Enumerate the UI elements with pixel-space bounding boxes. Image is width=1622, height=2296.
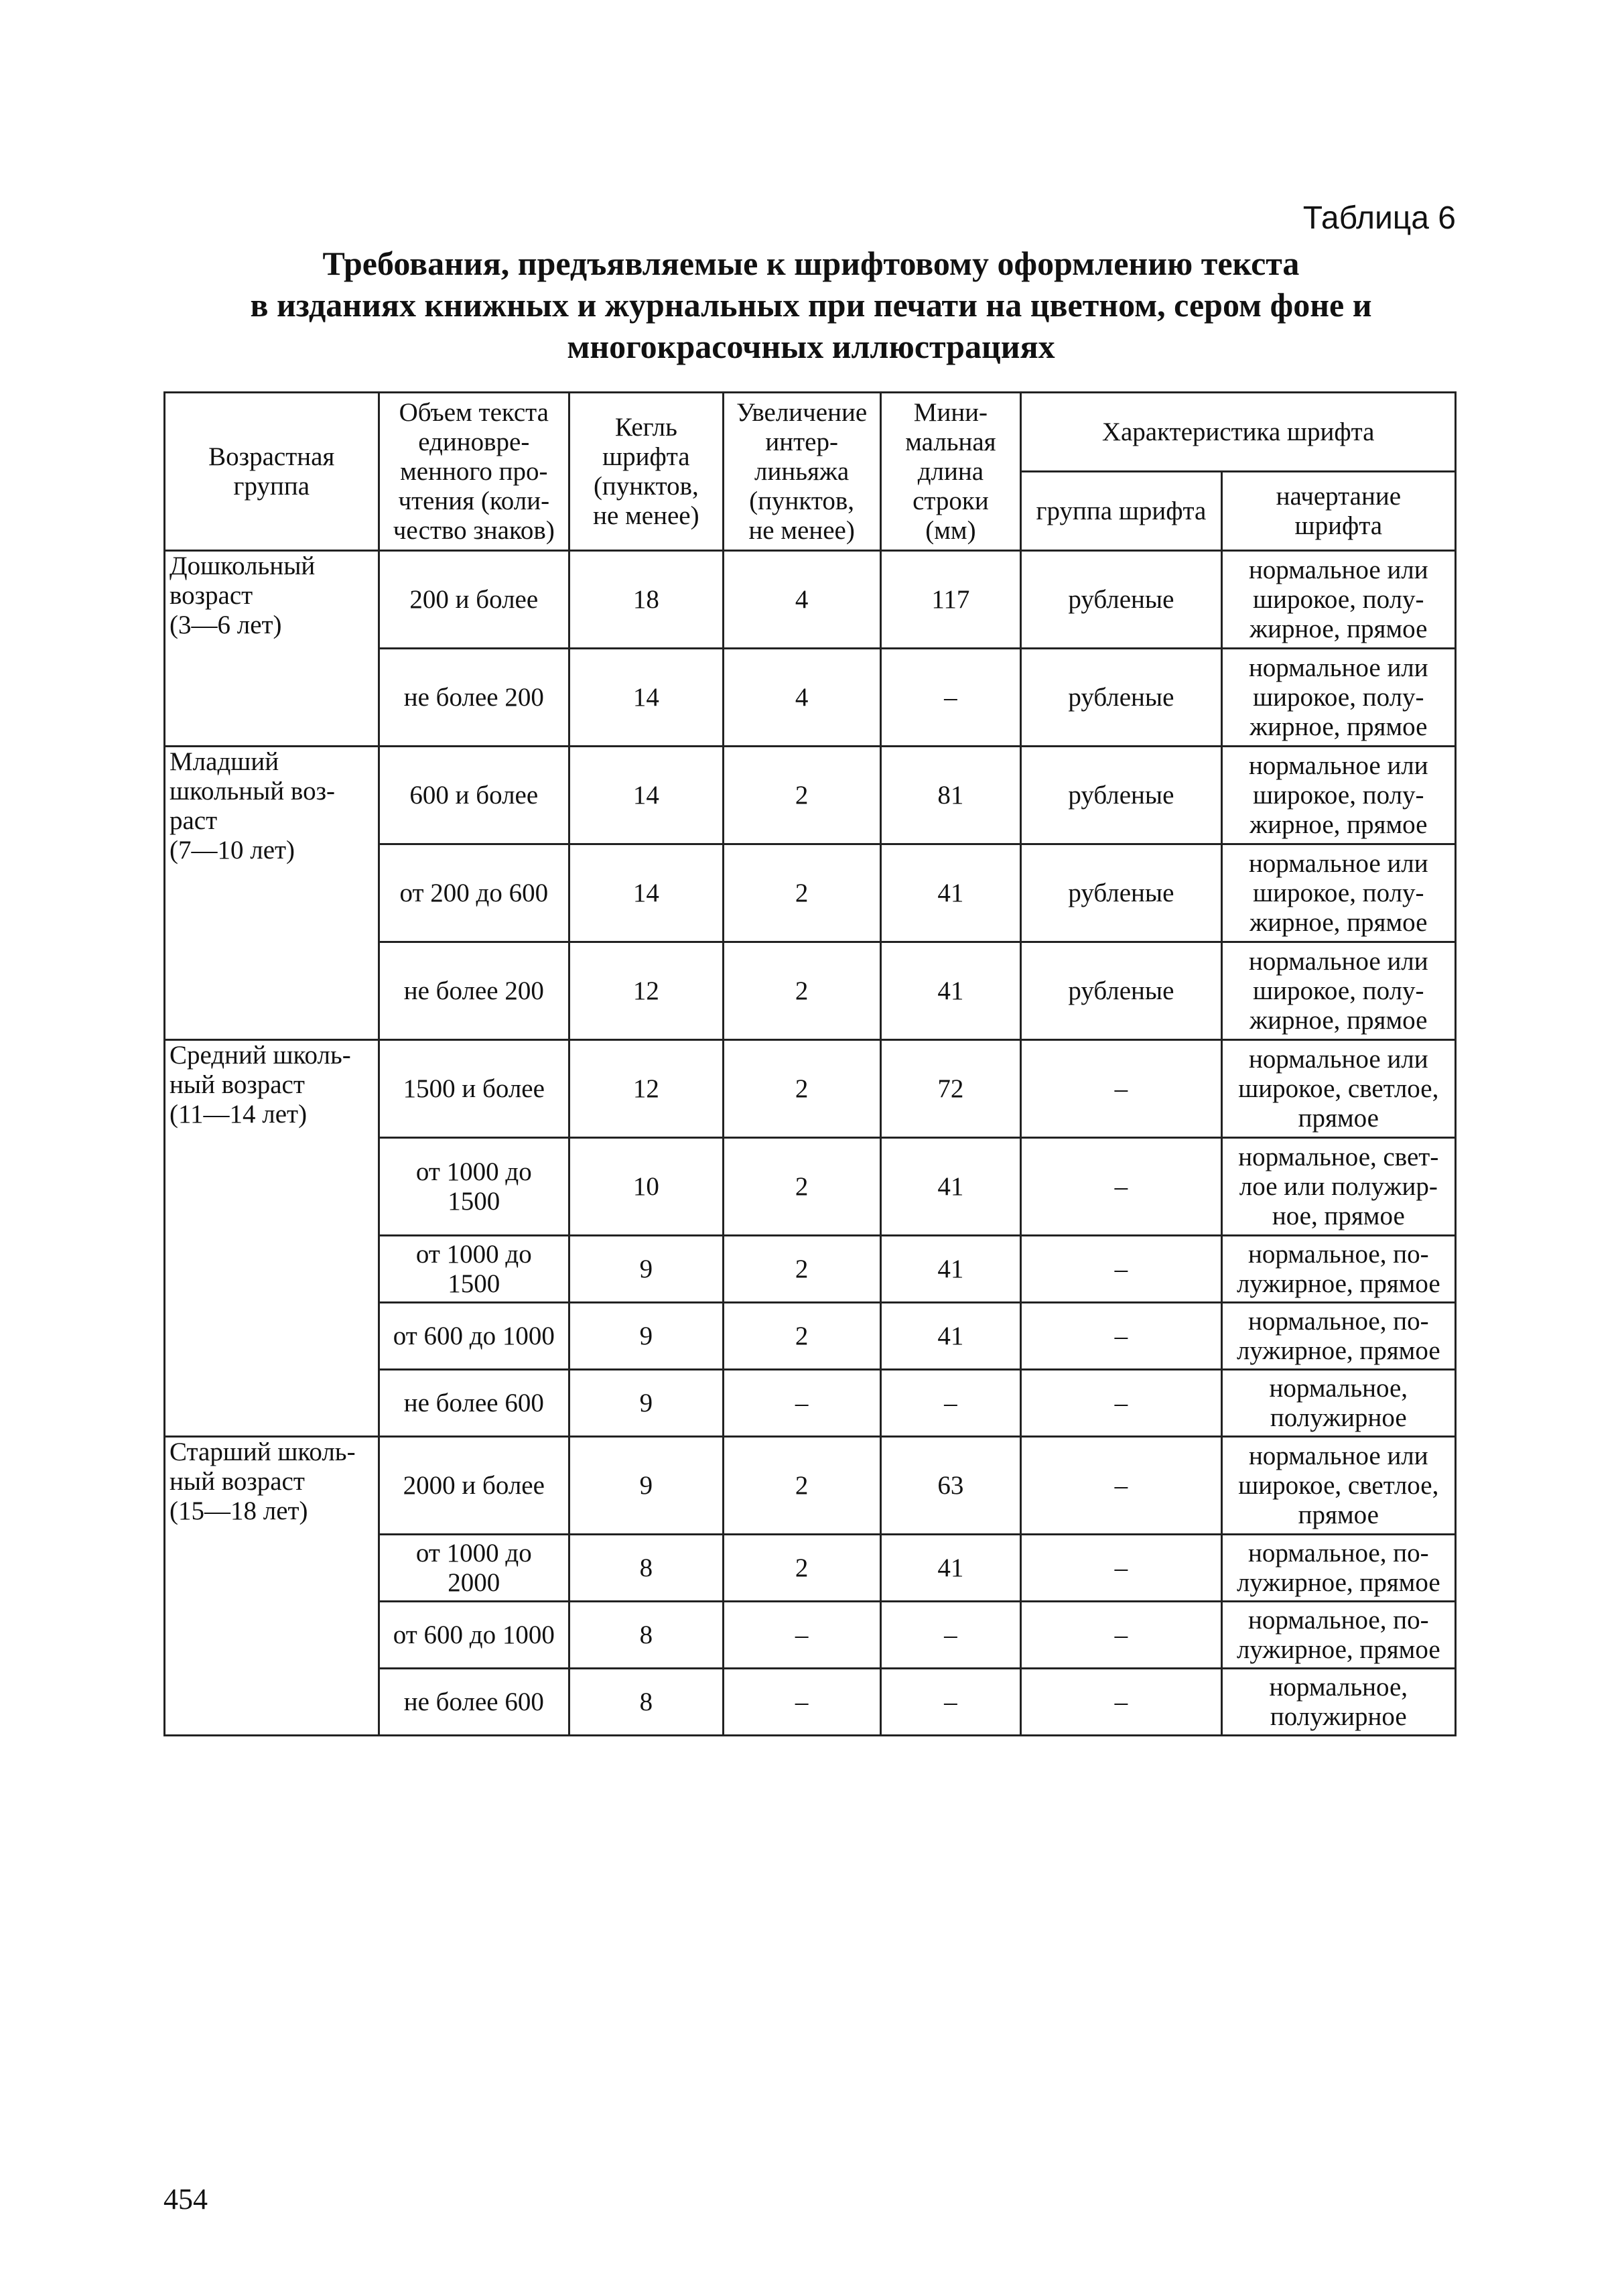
leading-cell: 2 xyxy=(723,1437,880,1535)
text-volume-cell: от 600 до 1000 xyxy=(379,1602,569,1669)
min-length-cell: – xyxy=(880,649,1021,747)
header-min-line-length: Мини- мальная длина строки (мм) xyxy=(880,393,1021,551)
min-length-cell: – xyxy=(880,1602,1021,1669)
min-length-cell: 41 xyxy=(880,1138,1021,1236)
title-line: многокрасочных иллюстрациях xyxy=(567,328,1055,365)
text-volume-cell: не более 200 xyxy=(379,649,569,747)
header-age-group: Возрастная группа xyxy=(165,393,379,551)
font-style-cell: нормальное или широкое, светлое, прямое xyxy=(1221,1437,1455,1535)
font-requirements-table xyxy=(163,391,1457,1736)
font-size-cell: 14 xyxy=(569,649,724,747)
font-group-cell: рубленые xyxy=(1021,649,1221,747)
header-text-volume: Объем текста единовре- менного про- чтения (коли- чество знаков) xyxy=(379,393,569,551)
page-number: 454 xyxy=(163,2183,208,2216)
table-row xyxy=(165,747,1456,844)
header-font-characteristics: Характеристика шрифта xyxy=(1021,393,1456,472)
min-length-cell: 41 xyxy=(880,942,1021,1040)
font-group-cell: рубленые xyxy=(1021,747,1221,844)
font-style-cell: нормальное или широкое, полу- жирное, прямое xyxy=(1221,844,1455,942)
title-line: в изданиях книжных и журнальных при печати на цветном, сером фоне и xyxy=(250,286,1372,324)
font-size-cell: 18 xyxy=(569,551,724,649)
font-size-cell: 14 xyxy=(569,844,724,942)
font-group-cell: – xyxy=(1021,1370,1221,1437)
age-group-cell: Младший школьный воз- раст (7—10 лет) xyxy=(165,747,379,1040)
font-size-cell: 9 xyxy=(569,1236,724,1303)
table-body xyxy=(165,551,1456,1736)
text-volume-cell: не более 200 xyxy=(379,942,569,1040)
leading-cell: 4 xyxy=(723,649,880,747)
header-font-group: группа шрифта xyxy=(1021,472,1221,551)
font-style-cell: нормальное или широкое, полу- жирное, прямое xyxy=(1221,942,1455,1040)
table-title xyxy=(0,243,1622,367)
text-volume-cell: от 1000 до 2000 xyxy=(379,1535,569,1602)
font-size-cell: 14 xyxy=(569,747,724,844)
min-length-cell: 41 xyxy=(880,1236,1021,1303)
font-group-cell: – xyxy=(1021,1040,1221,1138)
font-group-cell: – xyxy=(1021,1236,1221,1303)
font-size-cell: 9 xyxy=(569,1437,724,1535)
leading-cell: 2 xyxy=(723,844,880,942)
age-group-cell: Средний школь- ный возраст (11—14 лет) xyxy=(165,1040,379,1437)
font-style-cell: нормальное или широкое, полу- жирное, прямое xyxy=(1221,551,1455,649)
font-group-cell: рубленые xyxy=(1021,942,1221,1040)
min-length-cell: 63 xyxy=(880,1437,1021,1535)
leading-cell: 2 xyxy=(723,1040,880,1138)
table-row xyxy=(165,551,1456,649)
font-group-cell: рубленые xyxy=(1021,551,1221,649)
text-volume-cell: от 1000 до 1500 xyxy=(379,1236,569,1303)
text-volume-cell: от 600 до 1000 xyxy=(379,1303,569,1370)
text-volume-cell: не более 600 xyxy=(379,1669,569,1736)
font-style-cell: нормальное, свет- лое или полужир- ное, прямое xyxy=(1221,1138,1455,1236)
leading-cell: 2 xyxy=(723,1303,880,1370)
table-row xyxy=(165,1437,1456,1535)
font-size-cell: 8 xyxy=(569,1669,724,1736)
text-volume-cell: 200 и более xyxy=(379,551,569,649)
header-leading: Увеличение интер- линьяжа (пунктов, не менее) xyxy=(723,393,880,551)
font-style-cell: нормальное или широкое, полу- жирное, прямое xyxy=(1221,649,1455,747)
leading-cell: 2 xyxy=(723,747,880,844)
font-group-cell: – xyxy=(1021,1138,1221,1236)
font-group-cell: – xyxy=(1021,1437,1221,1535)
text-volume-cell: от 1000 до 1500 xyxy=(379,1138,569,1236)
font-style-cell: нормальное, полужирное xyxy=(1221,1669,1455,1736)
leading-cell: 2 xyxy=(723,1236,880,1303)
text-volume-cell: 1500 и более xyxy=(379,1040,569,1138)
font-size-cell: 9 xyxy=(569,1303,724,1370)
leading-cell: – xyxy=(723,1602,880,1669)
table-number: Таблица 6 xyxy=(1302,200,1456,236)
text-volume-cell: 2000 и более xyxy=(379,1437,569,1535)
min-length-cell: 41 xyxy=(880,1535,1021,1602)
font-size-cell: 9 xyxy=(569,1370,724,1437)
leading-cell: 2 xyxy=(723,1535,880,1602)
font-size-cell: 8 xyxy=(569,1535,724,1602)
font-size-cell: 12 xyxy=(569,942,724,1040)
age-group-cell: Дошкольный возраст (3—6 лет) xyxy=(165,551,379,747)
font-style-cell: нормальное, по- лужирное, прямое xyxy=(1221,1303,1455,1370)
header-font-size: Кегль шрифта (пунктов, не менее) xyxy=(569,393,724,551)
title-line: Требования, предъявляемые к шрифтовому оформлению текста xyxy=(322,245,1300,282)
font-group-cell: – xyxy=(1021,1303,1221,1370)
font-style-cell: нормальное, полужирное xyxy=(1221,1370,1455,1437)
font-size-cell: 8 xyxy=(569,1602,724,1669)
font-style-cell: нормальное или широкое, светлое, прямое xyxy=(1221,1040,1455,1138)
min-length-cell: – xyxy=(880,1669,1021,1736)
min-length-cell: 41 xyxy=(880,844,1021,942)
font-group-cell: – xyxy=(1021,1669,1221,1736)
font-size-cell: 12 xyxy=(569,1040,724,1138)
min-length-cell: 41 xyxy=(880,1303,1021,1370)
age-group-cell: Старший школь- ный возраст (15—18 лет) xyxy=(165,1437,379,1736)
text-volume-cell: не более 600 xyxy=(379,1370,569,1437)
leading-cell: – xyxy=(723,1669,880,1736)
font-style-cell: нормальное или широкое, полу- жирное, прямое xyxy=(1221,747,1455,844)
font-group-cell: – xyxy=(1021,1602,1221,1669)
min-length-cell: 117 xyxy=(880,551,1021,649)
text-volume-cell: от 200 до 600 xyxy=(379,844,569,942)
leading-cell: 2 xyxy=(723,942,880,1040)
leading-cell: 4 xyxy=(723,551,880,649)
font-style-cell: нормальное, по- лужирное, прямое xyxy=(1221,1236,1455,1303)
leading-cell: – xyxy=(723,1370,880,1437)
leading-cell: 2 xyxy=(723,1138,880,1236)
font-group-cell: – xyxy=(1021,1535,1221,1602)
table-row xyxy=(165,1040,1456,1138)
text-volume-cell: 600 и более xyxy=(379,747,569,844)
min-length-cell: – xyxy=(880,1370,1021,1437)
header-font-style: начертание шрифта xyxy=(1221,472,1455,551)
min-length-cell: 72 xyxy=(880,1040,1021,1138)
min-length-cell: 81 xyxy=(880,747,1021,844)
font-style-cell: нормальное, по- лужирное, прямое xyxy=(1221,1535,1455,1602)
font-group-cell: рубленые xyxy=(1021,844,1221,942)
font-style-cell: нормальное, по- лужирное, прямое xyxy=(1221,1602,1455,1669)
font-size-cell: 10 xyxy=(569,1138,724,1236)
